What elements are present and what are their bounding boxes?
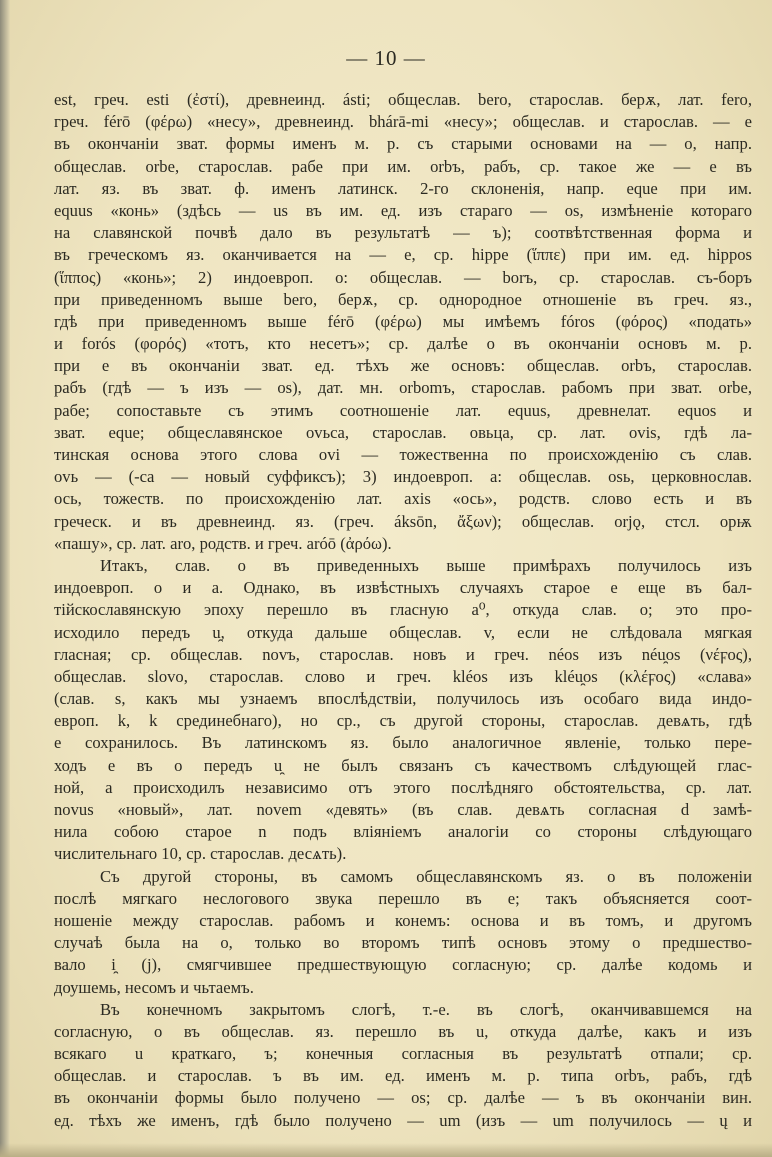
paragraph <box>54 866 752 999</box>
paragraph <box>54 999 752 1132</box>
text-line: тинская основа этого слова ovi — тожественна по происхожденію съ слав. <box>54 445 752 464</box>
text-line: ovь — (-ca — новый суффиксъ); 3) индоевроп. а: общеслав. osь, церковнослав. <box>54 467 752 487</box>
text-line: согласную, о въ общеслав. яз. перешло въ u, откуда далѣе, какъ и изъ <box>54 1021 752 1041</box>
text-line: Съ другой стороны, въ самомъ общеславянскомъ яз. о въ положеніи <box>100 866 752 886</box>
text-line: европ. k, k срединебнаго), но ср., съ другой стороны, старослав. девѧть, гдѣ <box>54 711 752 731</box>
text-line: общеслав. и старослав. ъ въ им. ед. именъ м. р. типа orbъ, рабъ, гдѣ <box>54 1066 752 1086</box>
text-line: въ окончаніи зват. формы именъ м. р. съ старыми основами на — о, напр. <box>54 134 752 154</box>
text-line: Въ конечномъ закрытомъ слогѣ, т.-е. въ слогѣ, оканчивавшемся на <box>100 999 752 1019</box>
text-line: числительнаго 10, ср. старослав. десѧть). <box>54 844 347 864</box>
page-bottom-edge-shadow <box>0 1143 772 1157</box>
text-line: въ греческомъ яз. оканчивается на — е, ср. hippe (ἵππε) при им. ед. hippos <box>54 245 752 265</box>
text-line: (ἵππος) «конь»; 2) индоевроп. о: общеслав. — borъ, ср. старослав. съ-боръ <box>54 267 752 287</box>
text-line: equus «конь» (здѣсь — us въ им. ед. изъ стараго — os, измѣненіе котораго <box>54 200 752 220</box>
text-line: индоевроп. о и а. Однако, въ извѣстныхъ случаяхъ старое е еще въ бал- <box>54 578 752 598</box>
text-line: нила собою старое n подъ вліяніемъ аналогіи со стороны слѣдующаго <box>54 822 752 842</box>
text-line: доушемь, несомъ и чьтаемъ. <box>54 977 254 997</box>
text-line: (слав. s, какъ мы узнаемъ впослѣдствіи, получилось изъ особаго вида индо- <box>54 689 752 709</box>
text-line: общеслав. slovo, старослав. слово и греч. kléos изъ kléu̯os (κλέϝος) «слава» <box>54 666 752 686</box>
text-line: при е въ окончаніи зват. ед. тѣхъ же основъ: общеслав. orbъ, старослав. <box>54 356 752 376</box>
text-line: est, греч. esti (ἐστί), древнеинд. ásti; общеслав. bero, старослав. берѫ, лат. fero, <box>54 90 752 109</box>
text-line: ось, тожеств. по происхожденію лат. axis «ось», родств. слово есть и въ <box>54 489 752 509</box>
body-text <box>54 89 752 1132</box>
text-line: рабе; сопоставьте съ этимъ соотношеніе лат. equus, древнелат. equos и <box>54 400 752 420</box>
text-line: на славянской почвѣ дало въ результатѣ — ъ); соотвѣтственная форма и <box>54 223 752 243</box>
paragraph <box>54 89 752 555</box>
text-line: novus «новый», лат. novem «девять» (въ слав. девѧть согласная d замѣ- <box>54 800 752 819</box>
text-line: послѣ мягкаго неслогового звука перешло въ е; такъ объясняется соот- <box>54 888 752 908</box>
text-line: рабъ (гдѣ — ъ изъ — os), дат. мн. orbomъ, старослав. рабомъ при зват. orbe, <box>54 378 752 398</box>
text-line: вало i̯ (j), смягчившее предшествующую согласную; ср. далѣе кодомь и <box>54 955 752 975</box>
text-line: и forós (φορός) «тотъ, кто несетъ»; ср. далѣе о въ окончаніи основъ м. р. <box>54 334 752 354</box>
text-line: зват. eque; общеславянское ovьca, старослав. овьца, ср. лат. ovis, гдѣ ла- <box>54 422 752 442</box>
page-left-edge-shadow <box>0 0 10 1157</box>
text-line: е сохранилось. Въ латинскомъ яз. было аналогичное явленіе, только пере- <box>54 733 752 753</box>
text-line: ношеніе между старослав. рабомъ и конемъ: основа и въ томъ, и другомъ <box>54 910 752 930</box>
text-line: всякаго u краткаго, ъ; конечныя согласныя въ результатѣ отпали; ср. <box>54 1044 752 1064</box>
text-line: Итакъ, слав. о въ приведенныхъ выше примѣрахъ получилось изъ <box>100 555 752 575</box>
text-line: лат. яз. въ зват. ф. именъ латинск. 2-го склоненія, напр. eque при им. <box>54 178 752 198</box>
text-line: «пашу», ср. лат. aro, родств. и греч. aróō (ἀρόω). <box>54 533 392 553</box>
text-line: ходъ е въ о передъ u̯ не былъ связанъ съ качествомъ слѣдующей глас- <box>54 755 752 775</box>
text-line: ной, а происходилъ независимо отъ этого послѣдняго обстоятельства, ср. лат. <box>54 777 752 797</box>
text-line: случаѣ была на о, только во второмъ типѣ основъ этому о предшество- <box>54 933 752 953</box>
text-line: гдѣ при приведенномъ выше férō (φέρω) мы имѣемъ fóros (φόρος) «подать» <box>54 311 752 331</box>
text-line: исходило передъ u̯, откуда дальше общеслав. v, если не слѣдовала мягкая <box>54 622 752 642</box>
paragraph <box>54 555 752 866</box>
page-number: — 10 — <box>346 46 426 70</box>
text-line: гласная; ср. общеслав. novъ, старослав. новъ и греч. néos изъ néu̯os (νέϝος), <box>54 644 752 664</box>
text-line: греч. férō (φέρω) «несу», древнеинд. bhárā-mi «несу»; общеслав. и старослав. — е <box>54 112 752 132</box>
text-line: общеслав. orbe, старослав. рабе при им. orbъ, рабъ, ср. такое же — е въ <box>54 156 752 176</box>
text-line: тійскославянскую эпоху перешло въ гласную а⁰, откуда слав. о; это про- <box>54 600 752 620</box>
text-line: греческ. и въ древнеинд. яз. (греч. áksōn, ἄξων); общеслав. orjǫ, стсл. орѭ <box>54 511 752 531</box>
text-line: въ окончаніи формы было получено — os; ср. далѣе — ъ въ окончаніи вин. <box>54 1088 752 1108</box>
text-line: при приведенномъ выше bero, берѫ, ср. однородное отношеніе въ греч. яз., <box>54 289 752 309</box>
text-line: ед. тѣхъ же именъ, гдѣ было получено — um (изъ — um получилось — ų и <box>54 1110 752 1130</box>
